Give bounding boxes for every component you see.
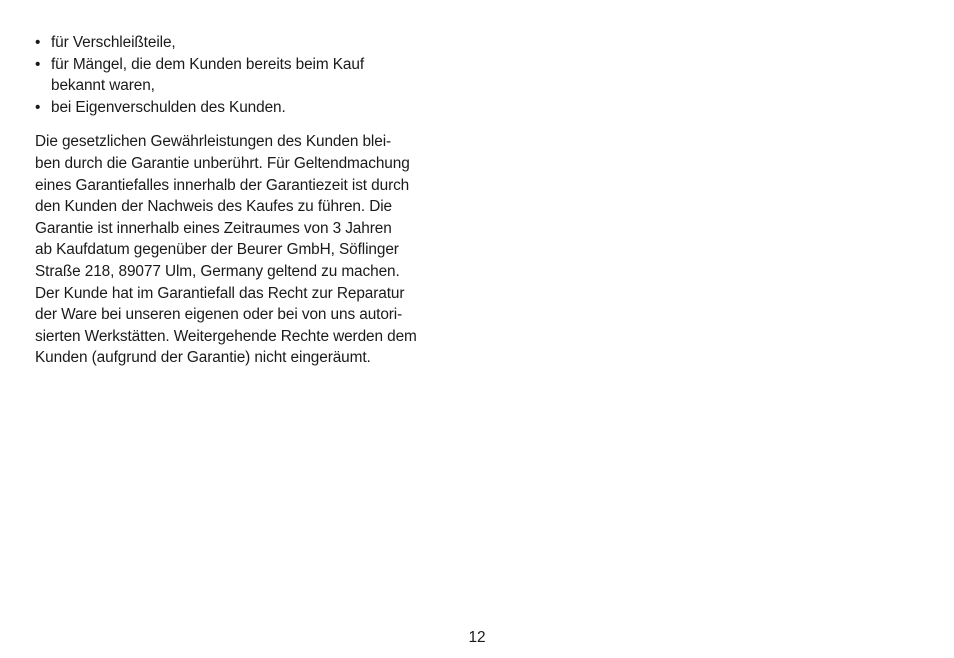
- list-item: [35, 54, 475, 97]
- paragraph-line: Der Kunde hat im Garantiefall das Recht zur Reparatur: [35, 284, 405, 302]
- warranty-paragraph: [35, 131, 475, 369]
- list-item-text: für Mängel, die dem Kunden bereits beim Kauf: [51, 55, 365, 73]
- exclusion-list: [35, 32, 475, 118]
- list-item-text: für Verschleißteile,: [51, 34, 176, 51]
- list-item-text: bekannt waren,: [51, 77, 155, 95]
- bullet-icon: •: [35, 34, 41, 51]
- paragraph-line: Die gesetzlichen Gewährleistungen des Kunden blei-: [35, 133, 392, 151]
- page-number: 12: [468, 629, 486, 646]
- paragraph-line: den Kunden der Nachweis des Kaufes zu führen. Die: [35, 198, 393, 216]
- list-item-text: bei Eigenverschulden des Kunden.: [51, 98, 286, 116]
- list-item: [35, 97, 475, 119]
- paragraph-line: ab Kaufdatum gegenüber der Beurer GmbH, Söflinger: [35, 241, 399, 259]
- paragraph-line: der Ware bei unseren eigenen oder bei von uns autori-: [35, 306, 403, 324]
- paragraph-line: Straße 218, 89077 Ulm, Germany geltend zu machen.: [35, 262, 400, 280]
- bullet-icon: •: [35, 55, 41, 73]
- paragraph-line: eines Garantiefalles innerhalb der Garantiezeit ist durch: [35, 176, 410, 194]
- paragraph-line: Garantie ist innerhalb eines Zeitraumes von 3 Jahren: [35, 219, 392, 237]
- bullet-icon: •: [35, 98, 41, 116]
- list-item: [35, 32, 475, 54]
- paragraph-line: ben durch die Garantie unberührt. Für Geltendmachung: [35, 154, 410, 172]
- text-column: [35, 32, 475, 369]
- paragraph-line: sierten Werkstätten. Weitergehende Rechte werden dem: [35, 327, 417, 345]
- paragraph-line: Kunden (aufgrund der Garantie) nicht eingeräumt.: [35, 349, 371, 367]
